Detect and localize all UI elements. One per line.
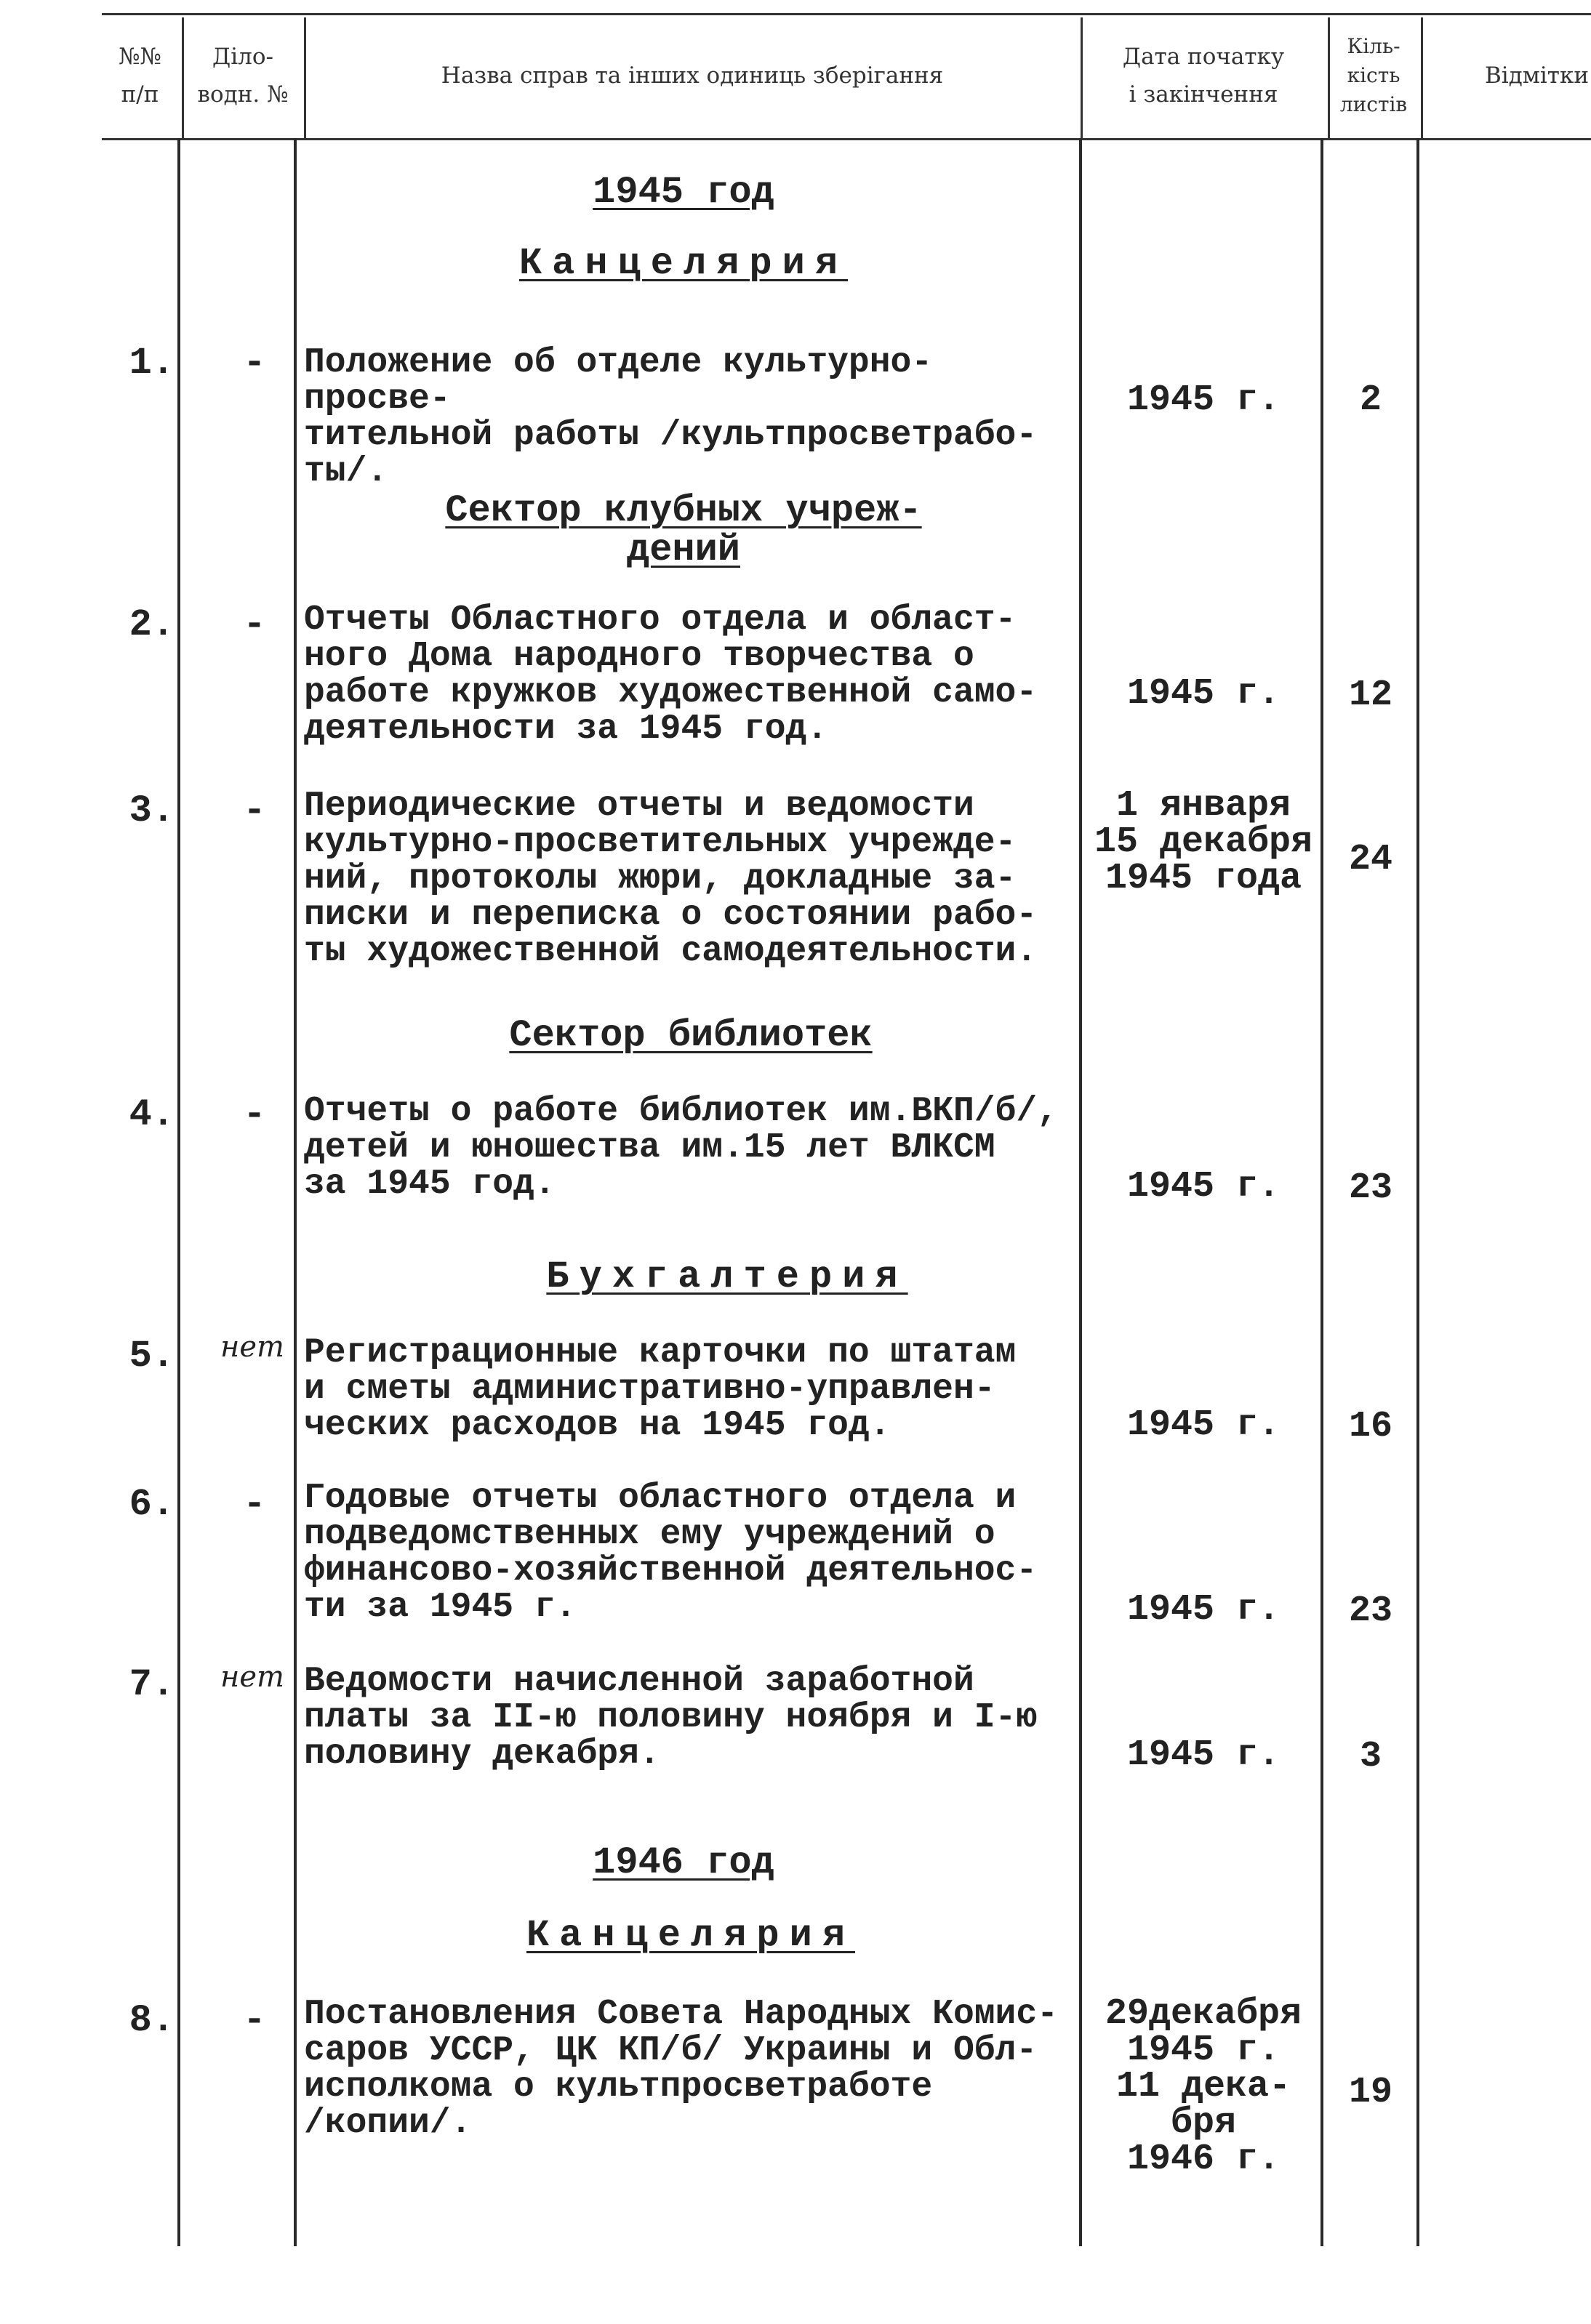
entry-dates: 1945 г. [1126,673,1281,715]
entry-dates: 1945 г. [1126,1589,1281,1631]
header-bottom-rule [102,138,1591,140]
entry-dates: 1945 г. [1126,379,1281,421]
entry-ref: - [243,789,266,832]
heading-year-1946: 1946 год [593,1841,774,1884]
entry-ref: - [243,342,266,385]
entry-ref-handwritten: нет [220,1660,284,1694]
entry-number: 5. [129,1335,175,1378]
entry-number: 4. [129,1093,175,1136]
header-divider [304,17,306,138]
entry-sheets: 19 [1348,2072,1392,2113]
entry-sheets: 12 [1348,675,1392,716]
entry-title: Годовые отчеты областного отдела и подведомственных ему учреждений о финансово-хозяйственной деятельнос- ти за 1945 г. [304,1479,1038,1627]
column-line [177,138,180,2246]
entry-sheets: 23 [1348,1591,1392,1632]
entry-sheets: 16 [1348,1406,1392,1447]
entry-number: 3. [129,789,175,832]
header-divider [182,17,184,138]
entry-title: Постановления Совета Народных Комис- саров УССР, ЦК КП/б/ Украины и Обл- исполкома о культпросветработе /копии/. [304,1995,1058,2143]
header-col-dates: Дата початку і закінчення [1122,44,1285,108]
header-divider [1328,17,1330,138]
entry-sheets: 3 [1359,1736,1382,1777]
entry-number: 1. [129,342,175,385]
heading-chancellery-1945: Канцелярия [518,242,849,285]
entry-ref: - [243,1093,266,1136]
heading-chancellery-1946: Канцелярия [526,1914,856,1957]
header-top-rule [102,13,1591,15]
entry-number: 2. [129,603,175,646]
entry-number: 6. [129,1483,175,1526]
entry-ref-handwritten: нет [220,1330,284,1364]
header-col-number: №№ п/п [119,44,161,108]
heading-year-1945: 1945 год [593,171,774,214]
entry-dates: 1945 г. [1126,1166,1281,1207]
header-col-ref: Діло- водн. № [197,44,289,108]
entry-ref: - [243,1483,266,1526]
entry-dates: 1 января 15 декабря 1945 года [1094,785,1313,899]
column-line [1416,138,1419,2246]
entry-number: 8. [129,1999,175,2042]
column-line [1079,138,1082,2246]
entry-sheets: 24 [1348,839,1392,880]
entry-ref: - [243,603,266,646]
entry-title: Положение об отделе культурно-просве- тительной работы /культпросветрабо- ты/. [304,343,1038,491]
entry-sheets: 23 [1348,1167,1392,1209]
header-col-title: Назва справ та інших одиниць зберігання [441,63,944,89]
heading-accounting: Бухгалтерия [546,1255,908,1298]
header-col-sheets: Кіль- кість листів [1339,34,1408,116]
entry-ref: - [243,1999,266,2042]
heading-sector-clubs: Сектор клубных учреж- дений [445,489,922,571]
entry-title: Ведомости начисленной заработной платы за II-ю половину ноября и I-ю половину декабря. [304,1662,1038,1774]
entry-title: Периодические отчеты и ведомости культурно-просветительных учрежде- ний, протоколы жюри, докладные за- писки и переписка о состоянии рабо- ты художественной самодеятельности. [304,787,1038,971]
heading-sector-libraries: Сектор библиотек [509,1014,873,1057]
column-line [294,138,297,2246]
entry-number: 7. [129,1663,175,1706]
entry-dates: 29декабря 1945 г. 11 дека- бря 1946 г. [1105,1993,1302,2180]
entry-title: Отчеты Областного отдела и област- ного Дома народного творчества о работе кружков художественной само- деятельности за 1945 год. [304,600,1038,749]
header-divider [1421,17,1423,138]
header-divider [1081,17,1083,138]
entry-dates: 1945 г. [1126,1404,1281,1446]
entry-title: Отчеты о работе библиотек им.ВКП/б/, детей и юношества им.15 лет ВЛКСМ за 1945 год. [304,1092,1058,1204]
entry-sheets: 2 [1359,379,1382,421]
entry-dates: 1945 г. [1126,1734,1281,1776]
header-col-notes: Відмітки [1485,63,1589,89]
entry-title: Регистрационные карточки по штатам и сметы административно-управлен- ческих расходов на 1945 год. [304,1333,1017,1445]
